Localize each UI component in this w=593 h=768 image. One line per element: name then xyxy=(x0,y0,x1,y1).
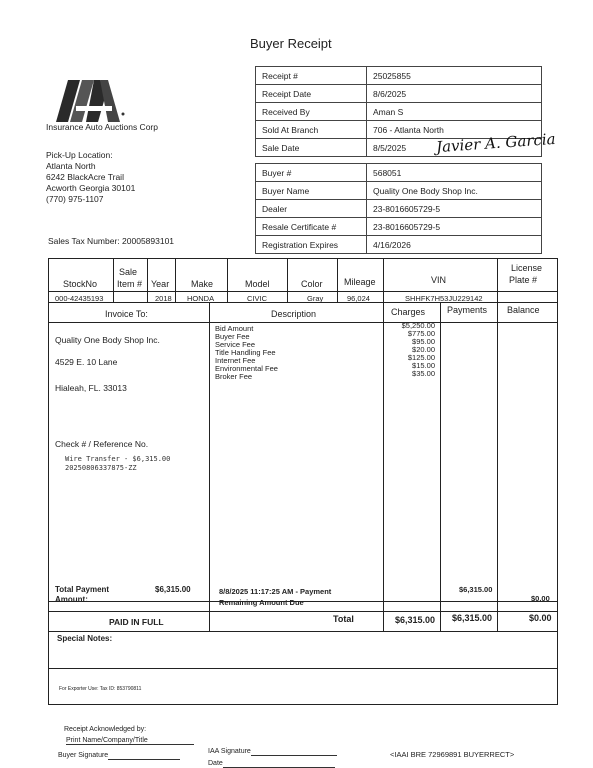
divider xyxy=(49,291,557,292)
col-plate: Plate # xyxy=(509,275,538,285)
line-item-charge: $95.00 xyxy=(412,337,435,346)
vehicle-stockno: 000-42435193 xyxy=(55,294,104,303)
invoice-to-line: Quality One Body Shop Inc. xyxy=(55,335,160,345)
col-payments: Payments xyxy=(447,305,488,315)
divider xyxy=(147,259,148,302)
receipt-label: Receipt # xyxy=(256,67,367,85)
special-notes-box xyxy=(48,630,558,705)
receipt-value: 8/6/2025 xyxy=(367,85,542,103)
date-line xyxy=(208,760,335,768)
print-name-line: Print Name/Company/Title xyxy=(66,737,194,745)
receipt-label: Receipt Date xyxy=(256,85,367,103)
col-vin: VIN xyxy=(431,275,447,285)
vehicle-color: Gray xyxy=(307,294,324,303)
divider xyxy=(337,259,338,302)
table-row xyxy=(256,164,542,182)
table-row xyxy=(256,218,542,236)
check-reference-line: 20250806337875-ZZ xyxy=(65,464,137,472)
total-payment-value: $6,315.00 xyxy=(155,585,191,594)
buyer-label: Buyer Name xyxy=(256,182,367,200)
sales-tax-value: 20005893101 xyxy=(122,236,175,246)
line-item-description: Service Fee xyxy=(215,340,256,349)
sales-tax-number xyxy=(48,236,174,246)
table-row xyxy=(256,85,542,103)
pickup-label: Pick-Up Location: xyxy=(46,150,113,160)
col-make: Make xyxy=(191,279,214,289)
divider xyxy=(287,259,288,302)
receipt-value: Aman S xyxy=(367,103,542,121)
page-title: Buyer Receipt xyxy=(250,36,332,51)
line-item-charge: $5,250.00 xyxy=(401,321,435,330)
col-charges: Charges xyxy=(391,307,426,317)
table-row xyxy=(256,182,542,200)
line-item-descriptions xyxy=(215,325,278,381)
document-reference: <IAAI BRE 72969891 BUYERRECT> xyxy=(390,750,515,759)
receipt-value: 8/5/2025 xyxy=(367,139,542,157)
col-year: Year xyxy=(151,279,170,289)
receipt-value: 25025855 xyxy=(367,67,542,85)
date-underline xyxy=(223,760,335,768)
divider xyxy=(49,611,557,612)
pickup-line: Acworth Georgia 30101 xyxy=(46,183,136,193)
iaa-signature-label: IAA Signature xyxy=(208,748,251,755)
pickup-line: Atlanta North xyxy=(46,161,96,171)
line-item-charge: $15.00 xyxy=(412,361,435,370)
handwritten-signature: Javier A. Garcia xyxy=(435,129,557,157)
total-payment-label: Amount: xyxy=(55,595,88,604)
signature-underline xyxy=(251,748,337,756)
total-balance: $0.00 xyxy=(529,613,552,623)
col-color: Color xyxy=(301,279,323,289)
vehicle-year: 2018 xyxy=(155,294,172,303)
divider xyxy=(49,668,557,669)
vehicle-make: HONDA xyxy=(187,294,215,303)
buyer-info-table xyxy=(255,163,542,254)
date-label: Date xyxy=(208,760,223,767)
buyer-signature-line xyxy=(58,752,180,760)
divider xyxy=(227,259,228,302)
pickup-location xyxy=(46,150,135,205)
divider xyxy=(175,259,176,302)
buyer-label: Buyer # xyxy=(256,164,367,182)
paid-status: PAID IN FULL xyxy=(109,617,164,627)
receipt-label: Sold At Branch xyxy=(256,121,367,139)
line-item-description: Internet Fee xyxy=(215,356,256,365)
ack-sublabel xyxy=(66,737,194,745)
signature-underline xyxy=(108,752,180,760)
col-invoice-to: Invoice To: xyxy=(105,309,148,319)
line-item-description: Title Handling Fee xyxy=(215,348,276,357)
table-row xyxy=(256,103,542,121)
table-row xyxy=(256,67,542,85)
divider xyxy=(209,302,210,631)
receipt-label: Sale Date xyxy=(256,139,367,157)
buyer-label: Dealer xyxy=(256,200,367,218)
total-label: Total xyxy=(333,614,354,624)
invoice-table xyxy=(48,258,558,632)
check-reference-label: Check # / Reference No. xyxy=(55,439,149,449)
receipt-value: 706 - Atlanta North xyxy=(367,121,542,139)
vehicle-mileage: 96,024 xyxy=(347,294,370,303)
buyer-value: 568051 xyxy=(367,164,542,182)
col-model: Model xyxy=(245,279,270,289)
buyer-label: Resale Certificate # xyxy=(256,218,367,236)
divider xyxy=(113,259,114,302)
total-payment-label: Total Payment xyxy=(55,585,110,594)
divider xyxy=(383,302,384,631)
line-item-description: Buyer Fee xyxy=(215,332,250,341)
receipt-label: Received By xyxy=(256,103,367,121)
special-notes-label: Special Notes: xyxy=(57,634,113,643)
table-row xyxy=(256,200,542,218)
pickup-line: (770) 975-1107 xyxy=(46,194,104,204)
line-item-description: Bid Amount xyxy=(215,324,254,333)
check-reference-line: Wire Transfer - $6,315.00 xyxy=(65,455,171,463)
buyer-label: Registration Expires xyxy=(256,236,367,254)
col-sale-item: Sale xyxy=(119,267,138,277)
buyer-value: 23-8016605729-5 xyxy=(367,218,542,236)
line-item-charge: $775.00 xyxy=(407,329,435,338)
line-item-charge: $35.00 xyxy=(412,369,435,378)
buyer-signature-label: Buyer Signature xyxy=(58,752,109,759)
col-description: Description xyxy=(271,309,317,319)
buyer-value: Quality One Body Shop Inc. xyxy=(367,182,542,200)
divider xyxy=(440,302,441,631)
total-charges: $6,315.00 xyxy=(395,615,436,625)
sales-tax-label: Sales Tax Number: xyxy=(48,236,120,246)
divider xyxy=(49,322,557,323)
iaa-logo xyxy=(46,74,126,124)
buyer-value: 4/16/2026 xyxy=(367,236,542,254)
iaa-signature-line xyxy=(208,748,337,756)
ack-label: Receipt Acknowledged by: xyxy=(64,726,147,733)
col-mileage: Mileage xyxy=(344,277,376,287)
vehicle-vin: SHHFK7H53JU229142 xyxy=(405,294,483,303)
company-name: Insurance Auto Auctions Corp xyxy=(46,122,158,132)
col-sale-item: Item # xyxy=(117,279,143,289)
buyer-value: 23-8016605729-5 xyxy=(367,200,542,218)
total-payments: $6,315.00 xyxy=(452,613,493,623)
table-row xyxy=(256,236,542,254)
col-plate: License xyxy=(511,263,543,273)
divider xyxy=(497,259,498,302)
col-stockno: StockNo xyxy=(63,279,98,289)
vehicle-model: CIVIC xyxy=(247,294,268,303)
col-balance: Balance xyxy=(507,305,540,315)
line-item-description: Environmental Fee xyxy=(215,364,278,373)
payment-entry: 8/8/2025 11:17:25 AM - Payment xyxy=(219,587,332,596)
line-item-charges xyxy=(387,322,435,378)
payment-amount: $6,315.00 xyxy=(459,585,493,594)
divider xyxy=(497,302,498,631)
line-item-charge: $125.00 xyxy=(407,353,435,362)
line-item-charge: $20.00 xyxy=(412,345,435,354)
exporter-note: For Exporter Use: Tax ID: 853790811 xyxy=(59,686,142,692)
balance-amount: $0.00 xyxy=(531,594,550,603)
invoice-to-line: 4529 E. 10 Lane xyxy=(55,357,118,367)
line-item-description: Broker Fee xyxy=(215,372,253,381)
divider xyxy=(383,259,384,302)
payment-entry: Remaining Amount Due xyxy=(219,598,304,607)
invoice-to-line: Hialeah, FL. 33013 xyxy=(55,383,127,393)
pickup-line: 6242 BlackAcre Trail xyxy=(46,172,124,182)
